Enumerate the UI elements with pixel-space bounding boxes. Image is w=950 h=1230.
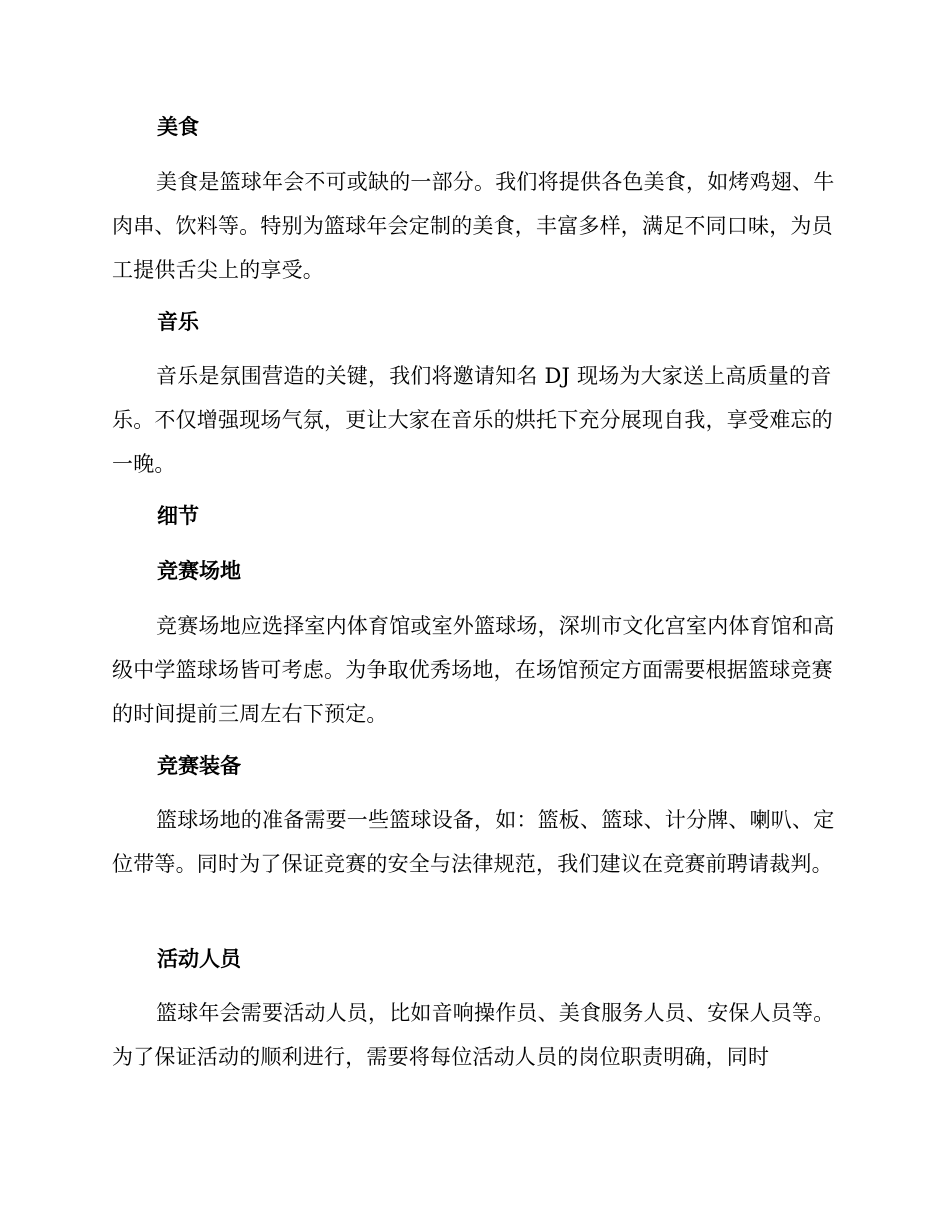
paragraph-venue: 竞赛场地应选择室内体育馆或室外篮球场，深圳市文化宫室内体育馆和高级中学篮球场皆可考虑。为争取优秀场地，在场馆预定方面需要根据篮球竞赛的时间提前三周左右下预定。 xyxy=(112,614,835,726)
heading-music: 音乐 xyxy=(157,309,199,334)
heading-staff: 活动人员 xyxy=(157,946,241,971)
heading-food: 美食 xyxy=(157,114,199,139)
paragraph-food: 美食是篮球年会不可或缺的一部分。我们将提供各色美食，如烤鸡翅、牛肉串、饮料等。特别为篮球年会定制的美食，丰富多样，满足不同口味，为员工提供舌尖上的享受。 xyxy=(112,170,835,282)
heading-equipment: 竞赛装备 xyxy=(157,753,241,778)
paragraph-staff: 篮球年会需要活动人员，比如音响操作员、美食服务人员、安保人员等。为了保证活动的顺利进行，需要将每位活动人员的岗位职责明确，同时 xyxy=(112,1001,835,1069)
heading-venue: 竞赛场地 xyxy=(157,558,241,583)
paragraph-equipment: 篮球场地的准备需要一些篮球设备，如：篮板、篮球、计分牌、喇叭、定位带等。同时为了保证竞赛的安全与法律规范，我们建议在竞赛前聘请裁判。 xyxy=(112,808,835,876)
paragraph-music: 音乐是氛围营造的关键，我们将邀请知名 DJ 现场为大家送上高质量的音乐。不仅增强现场气氛，更让大家在音乐的烘托下充分展现自我，享受难忘的一晚。 xyxy=(112,364,833,476)
heading-details: 细节 xyxy=(157,503,199,528)
